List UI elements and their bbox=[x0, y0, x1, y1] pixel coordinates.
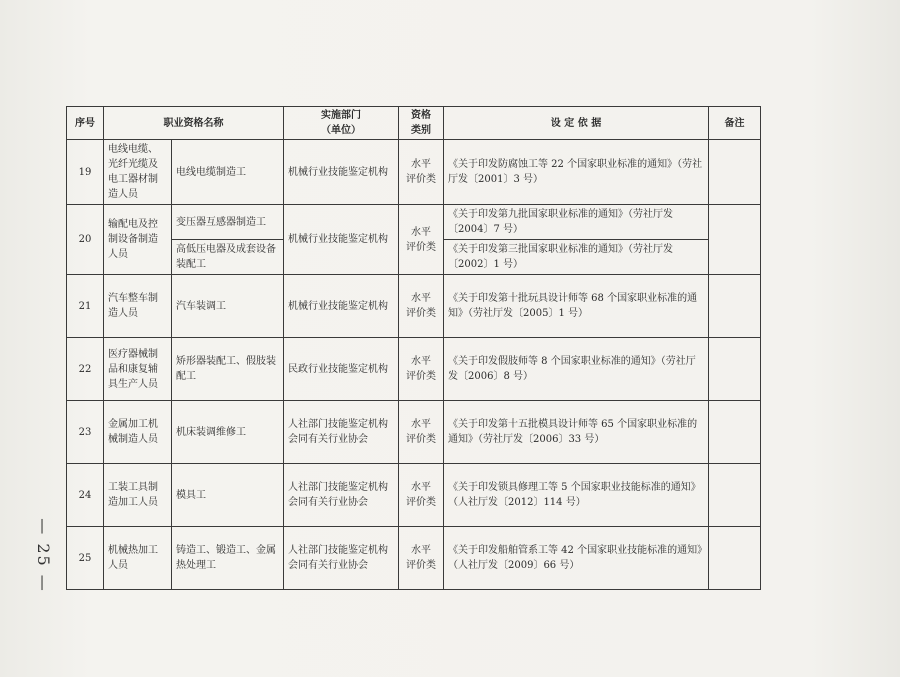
row-note bbox=[709, 338, 761, 401]
row-note bbox=[709, 464, 761, 527]
row-dept: 人社部门技能鉴定机构会同有关行业协会 bbox=[284, 401, 399, 464]
row-category: 金属加工机械制造人员 bbox=[104, 401, 172, 464]
header-category: 职业资格名称 bbox=[104, 107, 284, 140]
row-name: 电线电缆制造工 bbox=[172, 140, 284, 205]
row-dept: 人社部门技能鉴定机构会同有关行业协会 bbox=[284, 464, 399, 527]
row-type: 水平 评价类 bbox=[399, 464, 444, 527]
row-dept: 机械行业技能鉴定机构 bbox=[284, 205, 399, 275]
row-category: 医疗器械制品和康复辅具生产人员 bbox=[104, 338, 172, 401]
qualification-table bbox=[66, 106, 761, 590]
row-dept: 人社部门技能鉴定机构会同有关行业协会 bbox=[284, 527, 399, 590]
table-row bbox=[67, 140, 761, 205]
page-number-text: — 25 — bbox=[33, 517, 53, 593]
header-no: 序号 bbox=[67, 107, 104, 140]
row-basis: 《关于印发第十五批模具设计师等 65 个国家职业标准的通知》（劳社厅发〔2006〕33 号） bbox=[444, 401, 709, 464]
row-basis: 《关于印发防腐蚀工等 22 个国家职业标准的通知》（劳社厅发〔2001〕3 号） bbox=[444, 140, 709, 205]
row-name: 铸造工、锻造工、金属热处理工 bbox=[172, 527, 284, 590]
header-note: 备注 bbox=[709, 107, 761, 140]
row-name: 矫形器装配工、假肢装配工 bbox=[172, 338, 284, 401]
row-name: 机床装调维修工 bbox=[172, 401, 284, 464]
header-basis: 设 定 依 据 bbox=[444, 107, 709, 140]
row-category: 工装工具制造加工人员 bbox=[104, 464, 172, 527]
row-basis: 《关于印发第三批国家职业标准的通知》（劳社厅发〔2002〕1 号） bbox=[444, 240, 709, 275]
row-basis: 《关于印发假肢师等 8 个国家职业标准的通知》（劳社厅发〔2006〕8 号） bbox=[444, 338, 709, 401]
row-category: 汽车整车制造人员 bbox=[104, 275, 172, 338]
row-type: 水平 评价类 bbox=[399, 401, 444, 464]
table-row bbox=[67, 338, 761, 401]
row-category: 电线电缆、光纤光缆及电工器材制造人员 bbox=[104, 140, 172, 205]
row-category: 输配电及控制设备制造人员 bbox=[104, 205, 172, 275]
row-no: 24 bbox=[67, 464, 104, 527]
row-no: 20 bbox=[67, 205, 104, 275]
row-note bbox=[709, 205, 761, 275]
row-type: 水平 评价类 bbox=[399, 527, 444, 590]
table-row bbox=[67, 205, 761, 240]
header-dept: 实施部门 （单位） bbox=[284, 107, 399, 140]
row-basis: 《关于印发第十批玩具设计师等 68 个国家职业标准的通知》（劳社厅发〔2005〕1 号） bbox=[444, 275, 709, 338]
header-type: 资格 类别 bbox=[399, 107, 444, 140]
row-category: 机械热加工人员 bbox=[104, 527, 172, 590]
row-note bbox=[709, 140, 761, 205]
row-type: 水平 评价类 bbox=[399, 338, 444, 401]
row-basis: 《关于印发第九批国家职业标准的通知》（劳社厅发〔2004〕7 号） bbox=[444, 205, 709, 240]
row-note bbox=[709, 527, 761, 590]
table-row bbox=[67, 401, 761, 464]
header-row bbox=[67, 107, 761, 140]
row-type: 水平 评价类 bbox=[399, 275, 444, 338]
table-row bbox=[67, 464, 761, 527]
table-row bbox=[67, 527, 761, 590]
row-basis: 《关于印发锁具修理工等 5 个国家职业技能标准的通知》（人社厅发〔2012〕114 号） bbox=[444, 464, 709, 527]
row-no: 21 bbox=[67, 275, 104, 338]
row-note bbox=[709, 401, 761, 464]
row-dept: 机械行业技能鉴定机构 bbox=[284, 275, 399, 338]
row-type: 水平 评价类 bbox=[399, 140, 444, 205]
table-row bbox=[67, 275, 761, 338]
row-name: 高低压电器及成套设备装配工 bbox=[172, 240, 284, 275]
row-name: 汽车装调工 bbox=[172, 275, 284, 338]
row-dept: 机械行业技能鉴定机构 bbox=[284, 140, 399, 205]
row-no: 23 bbox=[67, 401, 104, 464]
row-no: 22 bbox=[67, 338, 104, 401]
row-no: 25 bbox=[67, 527, 104, 590]
row-type: 水平 评价类 bbox=[399, 205, 444, 275]
row-no: 19 bbox=[67, 140, 104, 205]
row-dept: 民政行业技能鉴定机构 bbox=[284, 338, 399, 401]
row-name: 模具工 bbox=[172, 464, 284, 527]
row-basis: 《关于印发船舶管系工等 42 个国家职业技能标准的通知》（人社厅发〔2009〕66 号） bbox=[444, 527, 709, 590]
page-number bbox=[28, 517, 58, 593]
row-name: 变压器互感器制造工 bbox=[172, 205, 284, 240]
row-note bbox=[709, 275, 761, 338]
